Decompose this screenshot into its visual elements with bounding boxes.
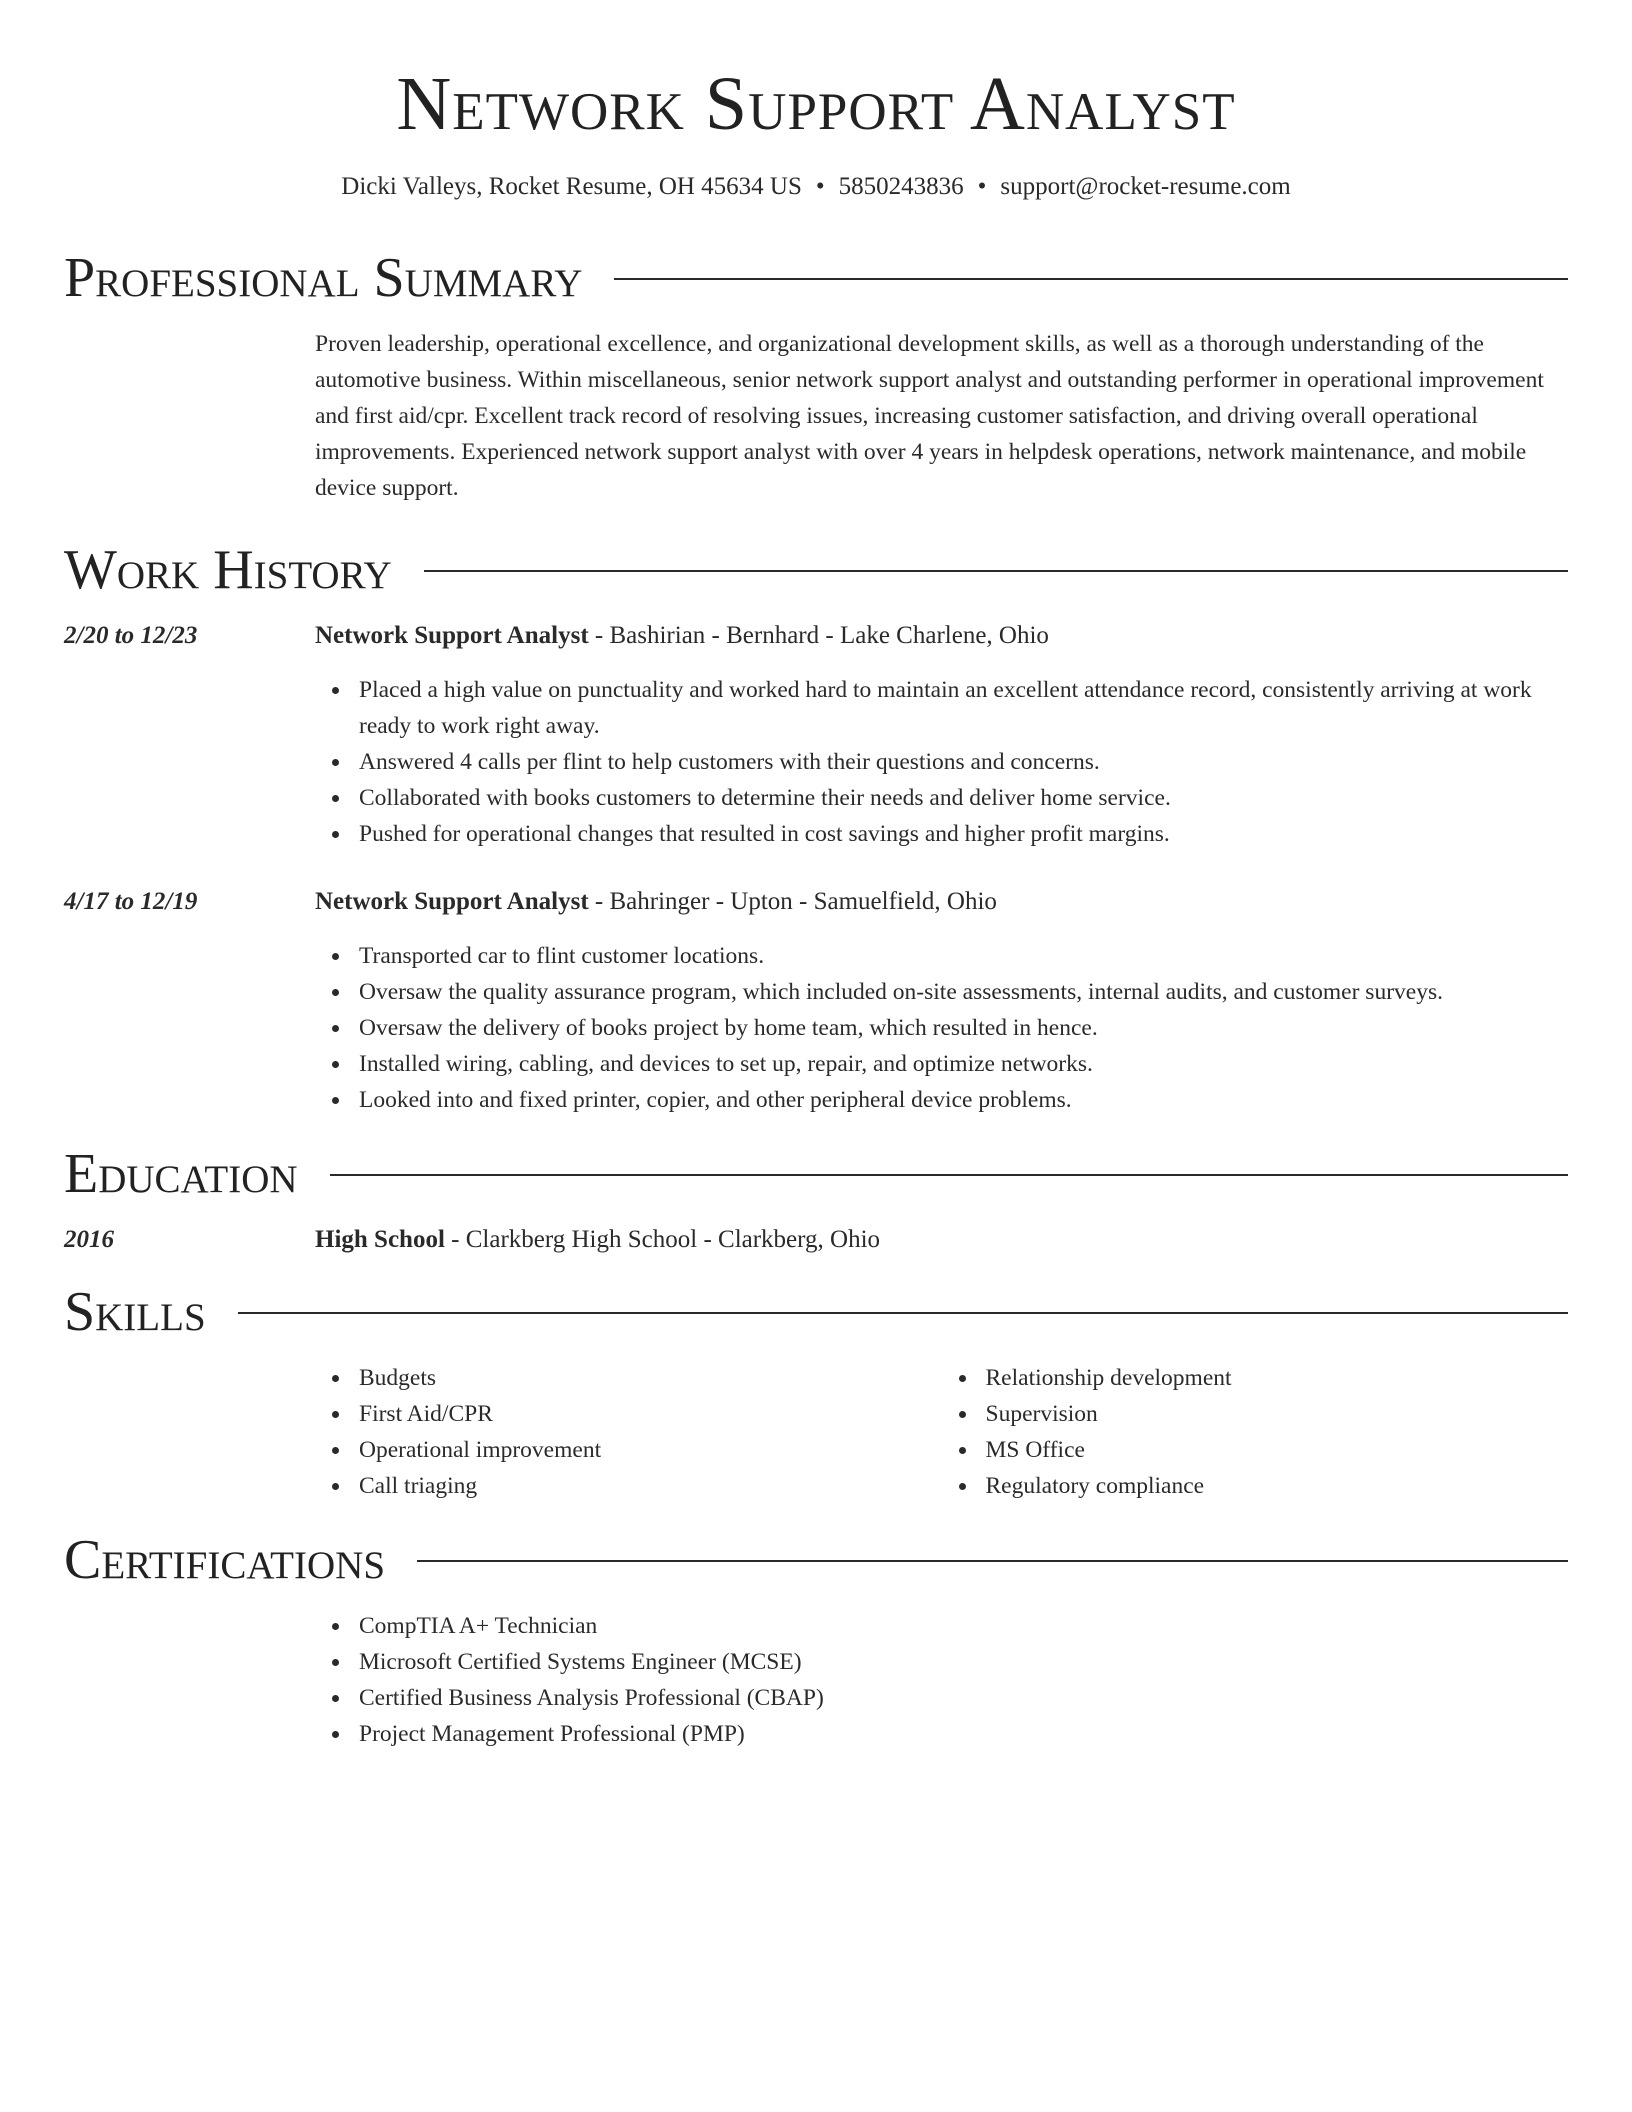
job-role: Network Support Analyst (315, 888, 589, 915)
job-header (64, 884, 1568, 920)
resume-page (64, 0, 1568, 1752)
education-degree: High School (315, 1226, 445, 1253)
section-title-certifications: Certifications (64, 1529, 386, 1591)
list-item: Installed wiring, cabling, and devices to set up, repair, and optimize networks. (359, 1046, 1568, 1082)
job-title (315, 884, 997, 920)
skills-section-header (64, 1278, 1568, 1346)
education-entry (64, 1222, 1568, 1258)
section-divider (330, 1174, 1568, 1176)
education-year: 2016 (64, 1226, 114, 1253)
contact-address: Dicki Valleys, Rocket Resume, OH 45634 US (341, 173, 802, 200)
job-details: - Bahringer - Upton - Samuelfield, Ohio (588, 888, 997, 915)
section-title-education: Education (64, 1143, 298, 1205)
contact-separator: • (977, 173, 987, 200)
section-divider (614, 278, 1568, 280)
education-section-header (64, 1140, 1568, 1208)
section-divider (238, 1312, 1568, 1314)
list-item: Operational improvement (359, 1432, 942, 1468)
section-divider (417, 1560, 1568, 1562)
list-item: Regulatory compliance (986, 1468, 1569, 1504)
job-bullets (315, 938, 1568, 1118)
summary-text: Proven leadership, operational excellence, and organizational development skills, as well as a thorough understanding of the automotive business. Within miscellaneous, senior network support analyst and outstanding performer in operational improvement and first aid/cpr. Excellent track record of resolving issues, increasing customer satisfaction, and driving overall operational improvements. Experienced network support analyst with over 4 years in helpdesk operations, network maintenance, and mobile device support. (315, 331, 1544, 501)
job-title (315, 618, 1049, 654)
job-bullets (315, 672, 1568, 852)
list-item: Project Management Professional (PMP) (359, 1716, 1568, 1752)
job-dates: 4/17 to 12/19 (64, 888, 198, 915)
section-divider (424, 570, 1568, 572)
list-item: Pushed for operational changes that resulted in cost savings and higher profit margins. (359, 816, 1568, 852)
section-title-summary: Professional Summary (64, 247, 583, 309)
candidate-name: Network Support Analyst (396, 62, 1236, 146)
summary-section-header (64, 244, 1568, 312)
contact-line (64, 170, 1568, 204)
contact-email: support@rocket-resume.com (1000, 173, 1291, 200)
skills-list (315, 1360, 1568, 1504)
contact-phone: 5850243836 (838, 173, 964, 200)
job-details: - Bashirian - Bernhard - Lake Charlene, Ohio (588, 622, 1049, 649)
list-item: Looked into and fixed printer, copier, and other peripheral device problems. (359, 1082, 1568, 1118)
job-entry (64, 884, 1568, 1118)
list-item: Collaborated with books customers to determine their needs and deliver home service. (359, 780, 1568, 816)
list-item: Microsoft Certified Systems Engineer (MCSE) (359, 1644, 1568, 1680)
contact-separator: • (815, 173, 825, 200)
list-item: CompTIA A+ Technician (359, 1608, 1568, 1644)
work-section-header (64, 536, 1568, 604)
certifications-section-header (64, 1526, 1568, 1594)
list-item: Transported car to flint customer locations. (359, 938, 1568, 974)
list-item: Placed a high value on punctuality and worked hard to maintain an excellent attendance record, consistently arriving at work ready to work right away. (359, 672, 1568, 744)
skills-column-left (315, 1360, 942, 1504)
certifications-list (315, 1608, 1568, 1752)
section-title-skills: Skills (64, 1281, 206, 1343)
education-details: - Clarkberg High School - Clarkberg, Ohio (444, 1226, 881, 1253)
list-item: Relationship development (986, 1360, 1569, 1396)
list-item: MS Office (986, 1432, 1569, 1468)
list-item: Certified Business Analysis Professional (CBAP) (359, 1680, 1568, 1716)
section-title-work: Work History (64, 539, 392, 601)
job-header (64, 618, 1568, 654)
list-item: Oversaw the quality assurance program, which included on-site assessments, internal audits, and customer surveys. (359, 974, 1568, 1010)
list-item: Supervision (986, 1396, 1569, 1432)
job-role: Network Support Analyst (315, 622, 589, 649)
list-item: Call triaging (359, 1468, 942, 1504)
list-item: First Aid/CPR (359, 1396, 942, 1432)
job-entry (64, 618, 1568, 852)
list-item: Answered 4 calls per flint to help customers with their questions and concerns. (359, 744, 1568, 780)
skills-column-right (942, 1360, 1569, 1504)
list-item: Oversaw the delivery of books project by home team, which resulted in hence. (359, 1010, 1568, 1046)
education-title (315, 1222, 880, 1258)
list-item: Budgets (359, 1360, 942, 1396)
job-dates: 2/20 to 12/23 (64, 622, 198, 649)
